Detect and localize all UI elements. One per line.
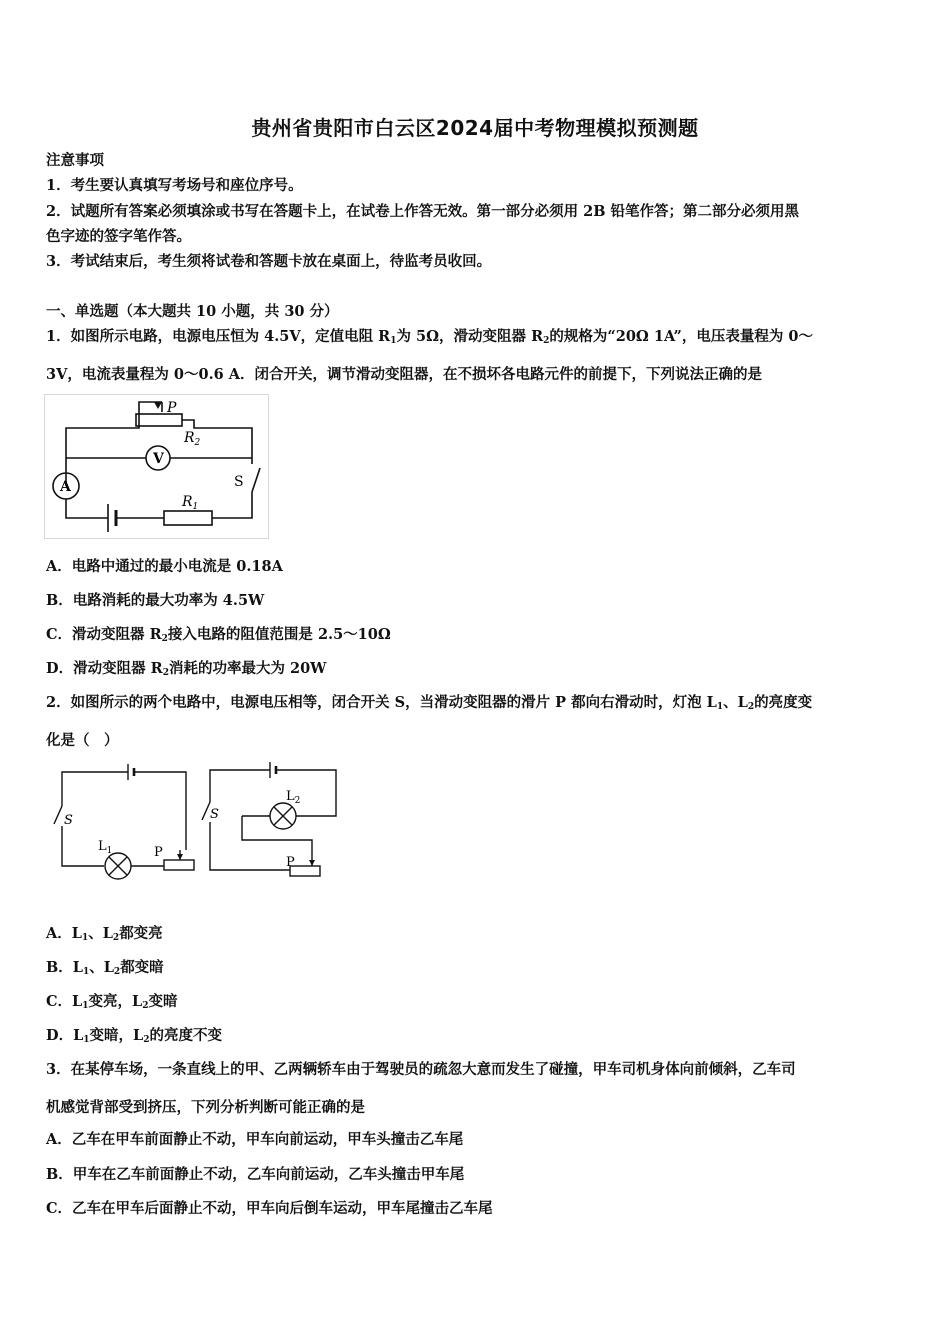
lamp-label-l2: $L_2$ — [286, 789, 301, 806]
q2-text: 的亮度变 — [754, 694, 813, 711]
q2-text: 、L — [723, 694, 748, 711]
notice-item: 3．考试结束后，考生须将试卷和答题卡放在桌面上，待监考员收回。 — [46, 253, 492, 270]
notice-heading: 注意事项 — [46, 152, 104, 169]
question-1-stem-cont: 3V，电流表量程为 0～0.6 A．闭合开关，调节滑动变阻器，在不损坏各电路元件的前提下，下列说法正确的是 — [46, 366, 762, 383]
question-3-stem: 3．在某停车场，一条直线上的甲、乙两辆轿车由于驾驶员的疏忽大意而发生了碰撞，甲车司机身体向前倾斜，乙车司 — [46, 1061, 796, 1078]
subscript: 2 — [142, 1001, 149, 1011]
option-text: 接入电路的阻值范围是 2.5～10Ω — [167, 626, 391, 643]
slider-arrow-icon — [154, 402, 162, 409]
label-r1: $R_1$ — [182, 494, 199, 512]
slider-label-left: P — [154, 845, 163, 860]
q2-option-b: B．$L_1$、$L_2$都变暗 — [46, 959, 164, 977]
slider-label-right: P — [286, 855, 295, 870]
q1-text: 为 5Ω，滑动变阻器 R — [396, 328, 544, 345]
label-p: P — [167, 400, 177, 416]
subscript: 2 — [543, 336, 550, 346]
q3-option-a: A．乙车在甲车前面静止不动，甲车向前运动，甲车头撞击乙车尾 — [46, 1131, 464, 1148]
question-1-stem — [46, 327, 916, 351]
question-2-stem-cont: 化是（ ） — [46, 732, 119, 749]
notice-item: 1．考生要认真填写考场号和座位序号。 — [46, 177, 303, 194]
label-r2: $R_2$ — [184, 430, 201, 448]
subscript: 2 — [162, 668, 169, 678]
subscript: 2 — [112, 933, 120, 943]
subscript: 1 — [716, 702, 724, 712]
subscript: 2 — [113, 967, 121, 977]
subscript: 1 — [390, 336, 397, 346]
q1-circuit-diagram — [44, 394, 270, 540]
switch-label-right: S — [210, 807, 219, 822]
subscript: 1 — [81, 933, 89, 943]
question-2-stem — [46, 693, 916, 717]
option-text: 消耗的功率最大为 20W — [168, 660, 327, 677]
q3-option-c: C．乙车在甲车后面静止不动，甲车向后倒车运动，甲车尾撞击乙车尾 — [46, 1200, 493, 1217]
q2-circuit-diagrams — [46, 762, 346, 882]
notice-item: 2．试题所有答案必须填涂或书写在答题卡上，在试卷上作答无效。第一部分必须用 2B 铅笔作答；第二部分必须用黑 — [46, 203, 800, 220]
voltmeter-label: V — [153, 451, 164, 467]
switch-label-left: S — [64, 813, 73, 828]
q2-option-a: A．$L_1$、$L_2$都变亮 — [46, 925, 163, 943]
q1-option-b: B．电路消耗的最大功率为 4.5W — [46, 592, 265, 609]
page-title: 贵州省贵阳市白云区2024届中考物理模拟预测题 — [251, 116, 699, 140]
subscript: 1 — [82, 967, 90, 977]
section-heading: 一、单选题（本大题共 10 小题，共 30 分） — [46, 303, 339, 320]
option-text: C．滑动变阻器 R — [46, 626, 162, 643]
q1-option-c — [46, 625, 916, 649]
lamp-label-l1: $L_1$ — [98, 839, 113, 856]
q3-option-b: B．甲车在乙车前面静止不动，乙车向前运动，乙车头撞击甲车尾 — [46, 1166, 465, 1183]
subscript: 2 — [143, 1035, 150, 1045]
q2-option-c: C．$L_1$变亮，$L_2$变暗 — [46, 993, 178, 1011]
ammeter-label: A — [60, 479, 71, 495]
switch-label: S — [234, 474, 244, 490]
q1-option-a: A．电路中通过的最小电流是 0.18A — [46, 558, 283, 575]
q2-option-d: D．$L_1$变暗，$L_2$的亮度不变 — [46, 1027, 223, 1045]
option-text: D．滑动变阻器 R — [46, 660, 163, 677]
q1-text: 的规格为“20Ω 1A”，电压表量程为 0～ — [549, 328, 813, 345]
notice-item: 色字迹的签字笔作答。 — [46, 228, 191, 245]
q1-text: 1．如图所示电路，电源电压恒为 4.5V，定值电阻 R — [46, 328, 391, 345]
subscript: 1 — [83, 1035, 90, 1045]
subscript: 1 — [82, 1001, 89, 1011]
q1-option-d — [46, 659, 916, 683]
subscript: 2 — [747, 702, 755, 712]
subscript: 2 — [161, 634, 168, 644]
question-3-stem-cont: 机感觉背部受到挤压，下列分析判断可能正确的是 — [46, 1099, 365, 1116]
q2-text: 2．如图所示的两个电路中，电源电压相等，闭合开关 S，当滑动变阻器的滑片 P 都向右滑动时，灯泡 L — [46, 694, 717, 711]
